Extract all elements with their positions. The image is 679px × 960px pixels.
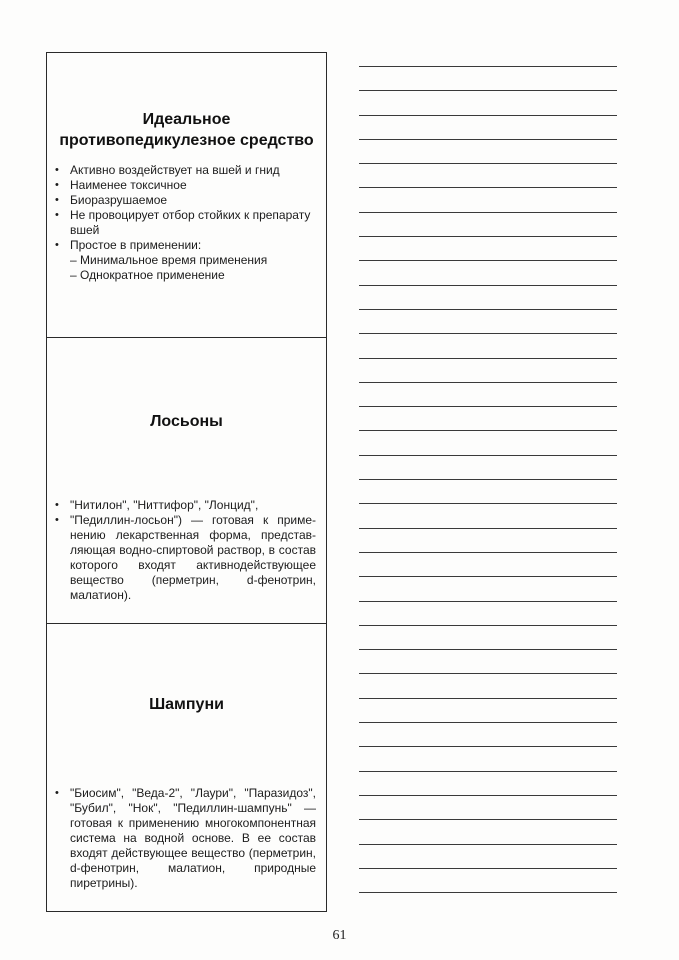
slide-title-line: противопедикулезное средство <box>59 132 314 149</box>
list-item <box>55 498 316 513</box>
list-item-text: Активно воздействует на вшей и гнид <box>70 163 280 177</box>
note-line <box>359 90 617 91</box>
note-line <box>359 285 617 286</box>
list-item-text: Простое в применении: <box>70 238 202 252</box>
note-line <box>359 819 617 820</box>
page-number: 61 <box>332 928 347 943</box>
note-line <box>359 528 617 529</box>
note-line <box>359 66 617 67</box>
note-line <box>359 212 617 213</box>
bullet-icon: • <box>55 514 59 526</box>
note-line <box>359 479 617 480</box>
note-line <box>359 260 617 261</box>
note-line <box>359 649 617 650</box>
slide-title-line: Идеальное <box>142 111 231 128</box>
note-line <box>359 333 617 334</box>
bullet-icon: • <box>55 499 59 511</box>
list-item-text: "Педиллин-лосьон") — готовая к применению лекарственная форма, представляющая водно-спиртовой раствор, в состав которого входят активнодействующее вещество (перметрин, d-фенотрин, малатион). <box>70 513 316 602</box>
note-line <box>359 552 617 553</box>
bullet-icon: • <box>55 209 59 221</box>
list-item <box>55 238 316 283</box>
list-item <box>55 208 316 238</box>
note-line <box>359 139 617 140</box>
bullet-list <box>55 163 316 283</box>
list-item <box>55 178 316 193</box>
note-line <box>359 576 617 577</box>
note-line <box>359 746 617 747</box>
slide-lotions <box>47 337 326 623</box>
bullet-list <box>55 498 316 603</box>
note-line <box>359 382 617 383</box>
note-line <box>359 722 617 723</box>
sub-item: – Минимальное время применения <box>70 253 268 267</box>
sub-item: – Однократное применение <box>70 268 225 282</box>
slides-column <box>46 52 327 912</box>
list-item-text: Биоразрушаемое <box>70 193 168 207</box>
note-line <box>359 795 617 796</box>
list-item-text: Наименее токсичное <box>70 178 187 192</box>
list-item-text: Не провоцирует отбор стойких к препарату вшей <box>70 208 311 237</box>
list-item <box>55 786 316 891</box>
note-line <box>359 868 617 869</box>
bullet-icon: • <box>55 239 59 251</box>
note-line <box>359 892 617 893</box>
note-line <box>359 455 617 456</box>
note-line <box>359 406 617 407</box>
bullet-list <box>55 786 316 891</box>
slide-title: Шампуни <box>149 696 224 713</box>
note-line <box>359 163 617 164</box>
bullet-icon: • <box>55 787 59 799</box>
list-item-text: "Нитилон", "Ниттифор", "Лонцид", <box>70 498 259 512</box>
bullet-icon: • <box>55 194 59 206</box>
note-line <box>359 844 617 845</box>
note-line <box>359 187 617 188</box>
list-item <box>55 193 316 208</box>
note-line <box>359 503 617 504</box>
note-line <box>359 601 617 602</box>
slide-title: Лосьоны <box>150 413 223 430</box>
note-line <box>359 236 617 237</box>
bullet-icon: • <box>55 164 59 176</box>
list-item <box>55 163 316 178</box>
note-line <box>359 673 617 674</box>
note-line <box>359 698 617 699</box>
note-line <box>359 115 617 116</box>
slide-title <box>47 109 326 151</box>
slide-ideal-remedy <box>47 53 326 337</box>
note-line <box>359 771 617 772</box>
note-line <box>359 309 617 310</box>
bullet-icon: • <box>55 179 59 191</box>
note-line <box>359 625 617 626</box>
note-line <box>359 358 617 359</box>
list-item-text: "Биосим", "Веда-2", "Лаури", "Паразидоз", "Бубил", "Нок", "Педиллин-шампунь" — готовая к применению многокомпонентная система на водной основе. В ее состав входят действующее вещество (перметрин, d-фенотрин, малатион, природные пиретрины). <box>70 786 316 890</box>
list-item <box>55 513 316 603</box>
note-line <box>359 430 617 431</box>
slide-shampoos <box>47 623 326 913</box>
notes-lines <box>359 66 617 916</box>
